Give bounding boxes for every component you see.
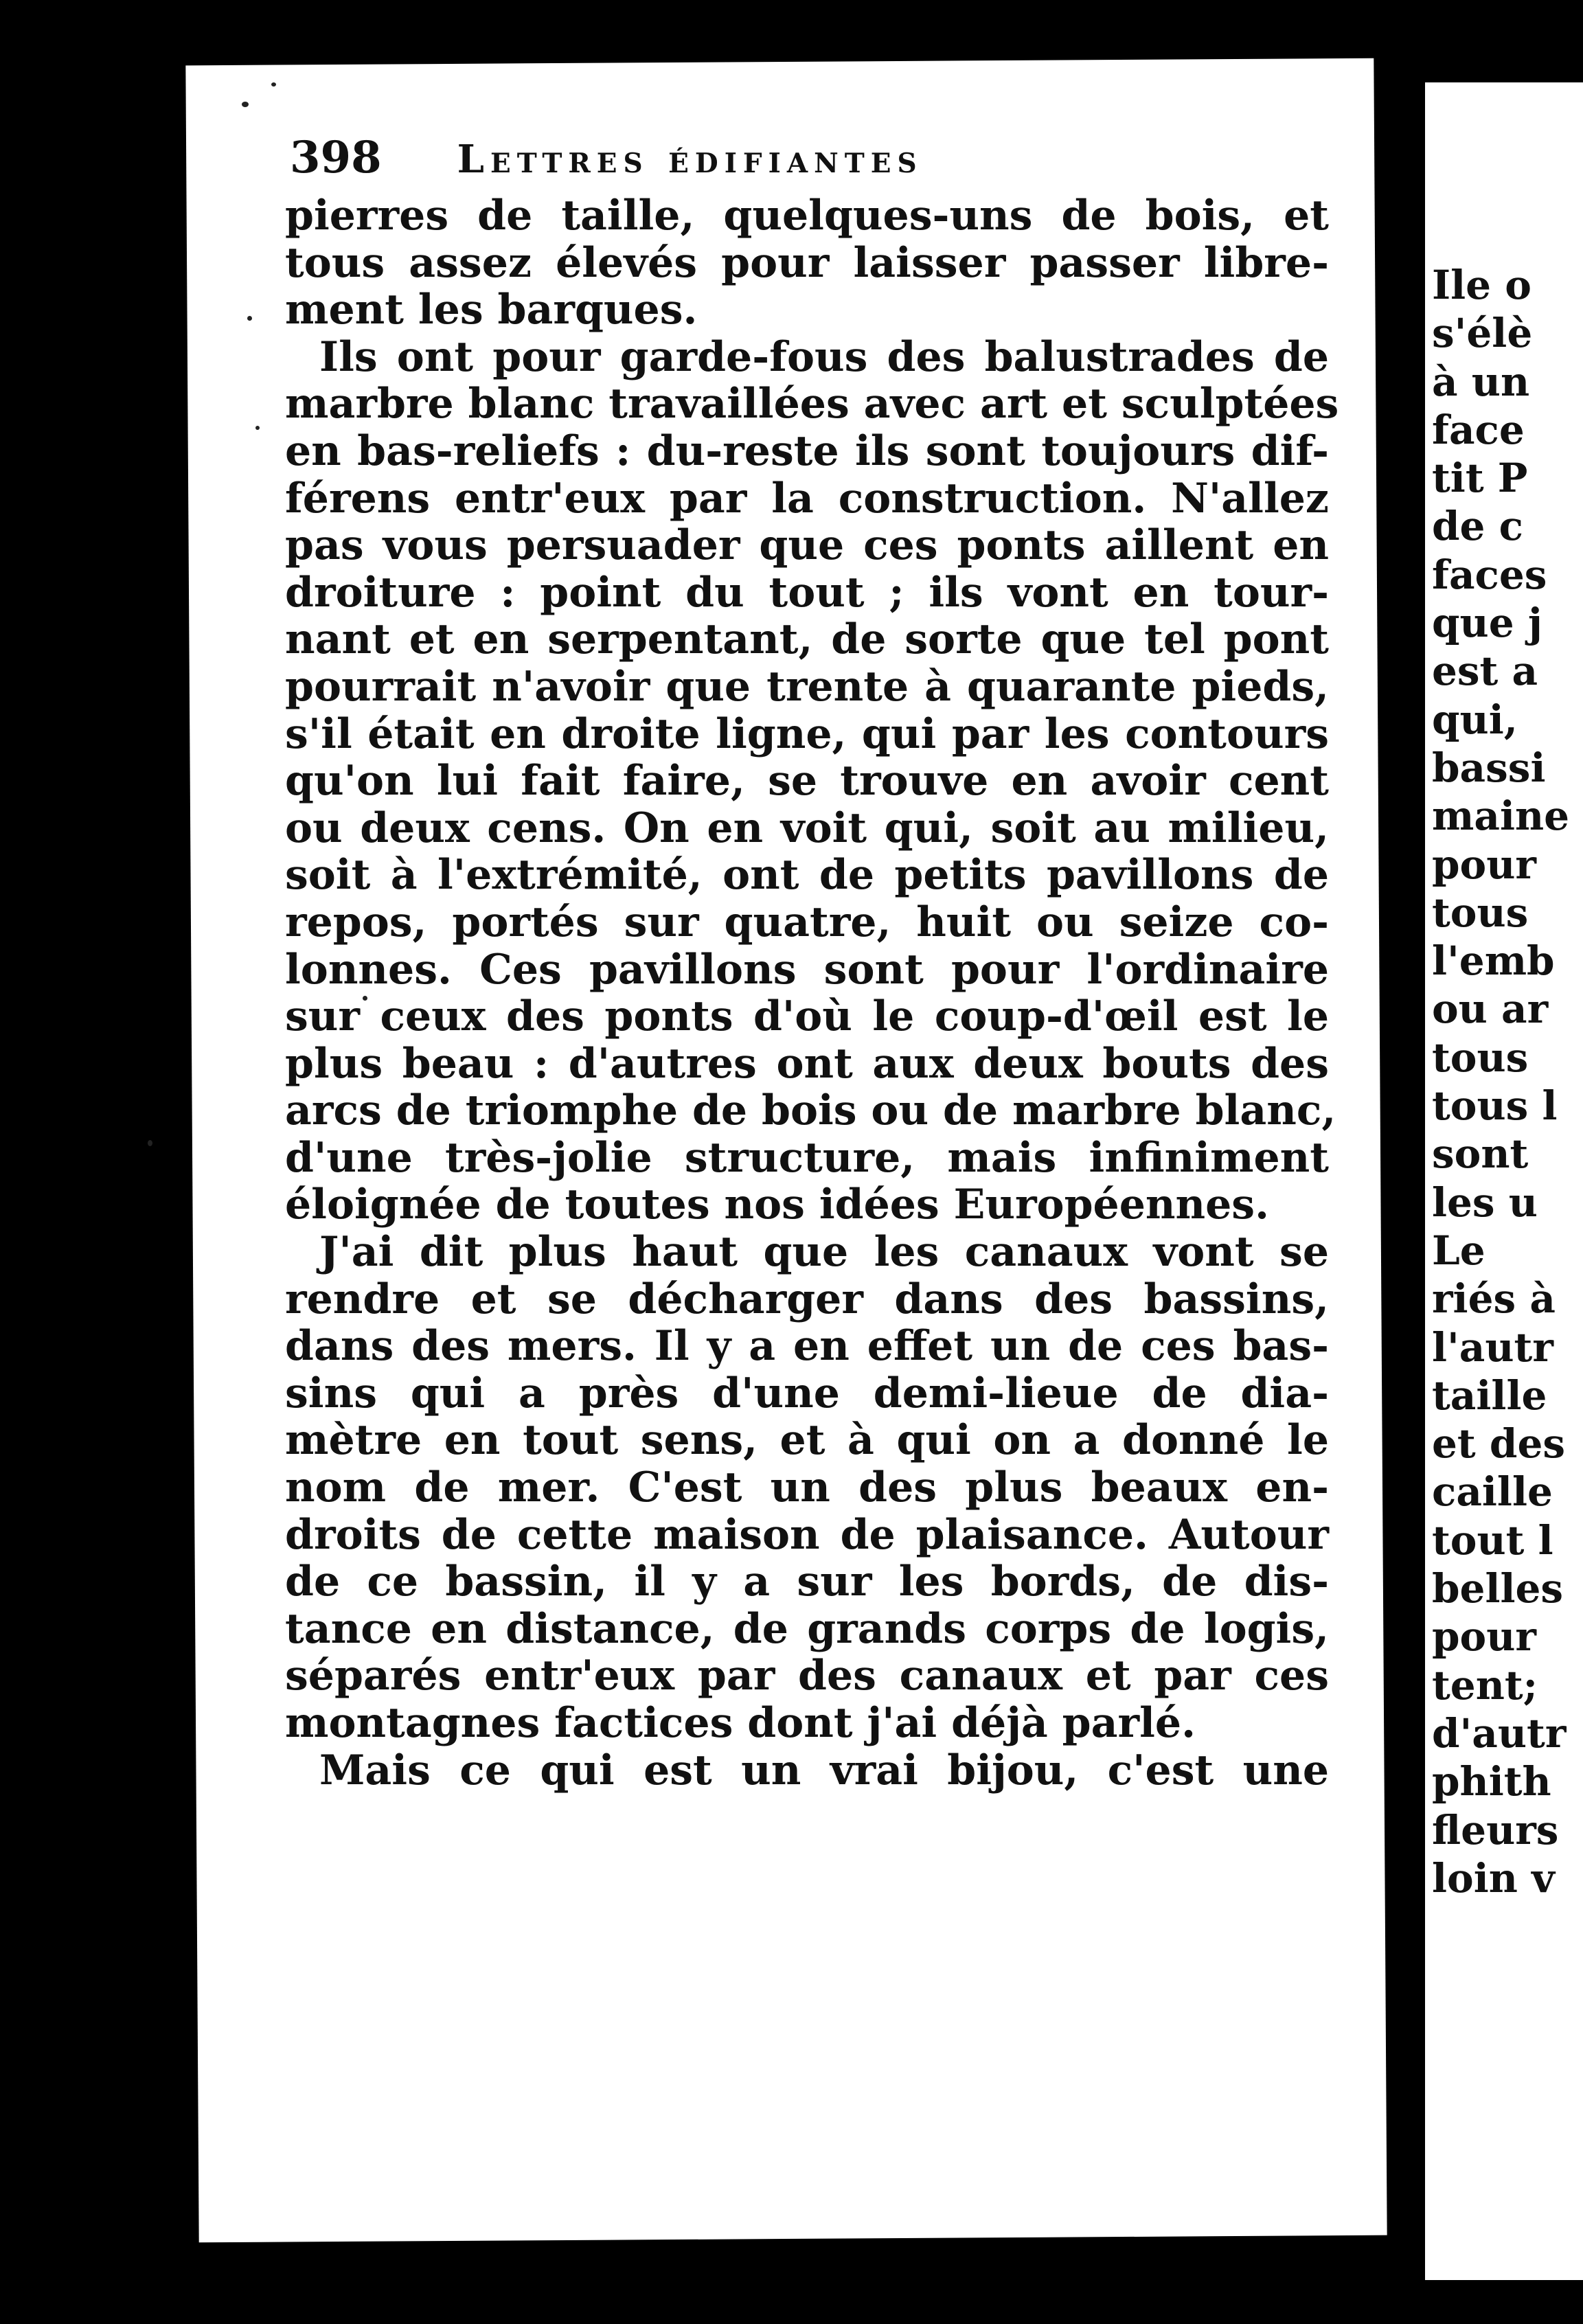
right-text-line: loin v bbox=[1432, 1854, 1555, 1902]
text-line: férens entr'eux par la construction. N'allez bbox=[285, 474, 1329, 523]
text-line: Ils ont pour garde-fous des balustrades de bbox=[319, 332, 1329, 381]
right-text-line: tout l bbox=[1432, 1516, 1553, 1564]
text-line: sins qui a près d'une demi-lieue de dia- bbox=[285, 1369, 1329, 1417]
text-line: séparés entr'eux par des canaux et par ces bbox=[285, 1652, 1329, 1700]
text-line: éloignée de toutes nos idées Européennes. bbox=[285, 1181, 1269, 1229]
running-title: Lettres édifiantes bbox=[457, 137, 923, 182]
right-text-line: phith bbox=[1432, 1758, 1551, 1805]
text-line: tance en distance, de grands corps de logis, bbox=[285, 1604, 1329, 1653]
text-line: dans des mers. Il y a en effet un de ces bas- bbox=[285, 1322, 1329, 1371]
text-line: nom de mer. C'est un des plus beaux en- bbox=[285, 1463, 1329, 1512]
right-page-text bbox=[1432, 261, 1570, 1902]
right-text-line: Le bbox=[1432, 1227, 1485, 1274]
text-line: s'il était en droite ligne, qui par les contours bbox=[285, 709, 1329, 758]
text-line: lonnes. Ces pavillons sont pour l'ordinaire bbox=[285, 945, 1329, 994]
paper-speck bbox=[255, 426, 260, 430]
right-text-line: est a bbox=[1432, 648, 1538, 695]
text-line: droits de cette maison de plaisance. Autour bbox=[285, 1510, 1329, 1559]
paper-speck bbox=[247, 316, 252, 321]
right-text-line: maine bbox=[1432, 793, 1570, 840]
right-text-line: fleurs bbox=[1432, 1806, 1559, 1854]
text-line: arcs de triomphe de bois ou de marbre blanc, bbox=[285, 1086, 1336, 1135]
right-text-line: d'autr bbox=[1432, 1709, 1567, 1757]
text-line: droiture : point du tout ; ils vont en tour- bbox=[285, 568, 1329, 617]
right-text-line: face bbox=[1432, 406, 1525, 453]
text-line: en bas-reliefs : du-reste ils sont toujours dif- bbox=[285, 426, 1329, 475]
right-text-line: de c bbox=[1432, 503, 1523, 550]
text-line: d'une très-jolie structure, mais infiniment bbox=[285, 1133, 1329, 1182]
text-line: mètre en tout sens, et à qui on a donné le bbox=[285, 1416, 1329, 1465]
right-text-line: sont bbox=[1432, 1130, 1529, 1178]
right-text-line: belles bbox=[1432, 1565, 1564, 1613]
text-line: de ce bassin, il y a sur les bords, de dis- bbox=[285, 1558, 1329, 1606]
right-text-line: l'emb bbox=[1432, 937, 1555, 985]
right-text-line: bassi bbox=[1432, 744, 1546, 791]
right-text-line: faces bbox=[1432, 551, 1547, 598]
right-text-line: et des bbox=[1432, 1420, 1565, 1468]
text-line: soit à l'extrémité, ont de petits pavillons de bbox=[285, 851, 1329, 900]
text-line: montagnes factices dont j'ai déjà parlé. bbox=[285, 1699, 1196, 1747]
right-text-line: l'autr bbox=[1432, 1323, 1553, 1371]
paper-speck bbox=[271, 82, 276, 87]
right-text-line: caille bbox=[1432, 1468, 1553, 1516]
text-line: Mais ce qui est un vrai bijou, c'est une bbox=[319, 1746, 1329, 1795]
right-text-line: s'élè bbox=[1432, 310, 1533, 357]
page-number: 398 bbox=[290, 132, 382, 183]
text-line: sur ceux des ponts d'où le coup-d'œil est le bbox=[285, 992, 1329, 1041]
right-text-line: tous bbox=[1432, 1034, 1529, 1081]
text-line: marbre blanc travaillées avec art et sculptées bbox=[285, 380, 1339, 429]
text-line: pierres de taille, quelques-uns de bois, et bbox=[285, 192, 1329, 240]
text-line: nant et en serpentant, de sorte que tel pont bbox=[285, 615, 1329, 664]
right-text-line: ou ar bbox=[1432, 986, 1549, 1033]
paper-speck bbox=[242, 102, 249, 107]
text-line: qu'on lui fait faire, se trouve en avoir cent bbox=[285, 757, 1329, 806]
right-text-line: tent; bbox=[1432, 1661, 1538, 1709]
right-text-line: tous l bbox=[1432, 1082, 1558, 1130]
right-text-line: tous bbox=[1432, 889, 1529, 936]
text-line: tous assez élevés pour laisser passer libre- bbox=[285, 238, 1329, 287]
paper-speck bbox=[148, 1140, 152, 1146]
right-text-line: que j bbox=[1432, 600, 1542, 647]
text-line: plus beau : d'autres ont aux deux bouts des bbox=[285, 1039, 1329, 1088]
right-text-line: pour bbox=[1432, 841, 1536, 888]
text-line: ment les barques. bbox=[285, 286, 698, 334]
text-line: repos, portés sur quatre, huit ou seize co- bbox=[285, 898, 1329, 946]
right-text-line: tit P bbox=[1432, 455, 1528, 502]
right-text-line: taille bbox=[1432, 1371, 1547, 1419]
right-text-line: pour bbox=[1432, 1613, 1536, 1661]
right-text-line: les u bbox=[1432, 1178, 1538, 1226]
text-line: ou deux cens. On en voit qui, soit au milieu, bbox=[285, 804, 1329, 852]
right-text-line: qui, bbox=[1432, 696, 1518, 743]
text-line: pas vous persuader que ces ponts aillent en bbox=[285, 521, 1329, 570]
right-text-line: riés à bbox=[1432, 1275, 1556, 1323]
right-text-line: Ile o bbox=[1432, 262, 1531, 308]
text-line: rendre et se décharger dans des bassins, bbox=[285, 1275, 1329, 1323]
right-text-line: à un bbox=[1432, 358, 1530, 405]
body-text bbox=[285, 192, 1339, 1795]
text-line: pourrait n'avoir que trente à quarante pieds, bbox=[285, 662, 1329, 711]
text-line: J'ai dit plus haut que les canaux vont se bbox=[319, 1228, 1329, 1277]
